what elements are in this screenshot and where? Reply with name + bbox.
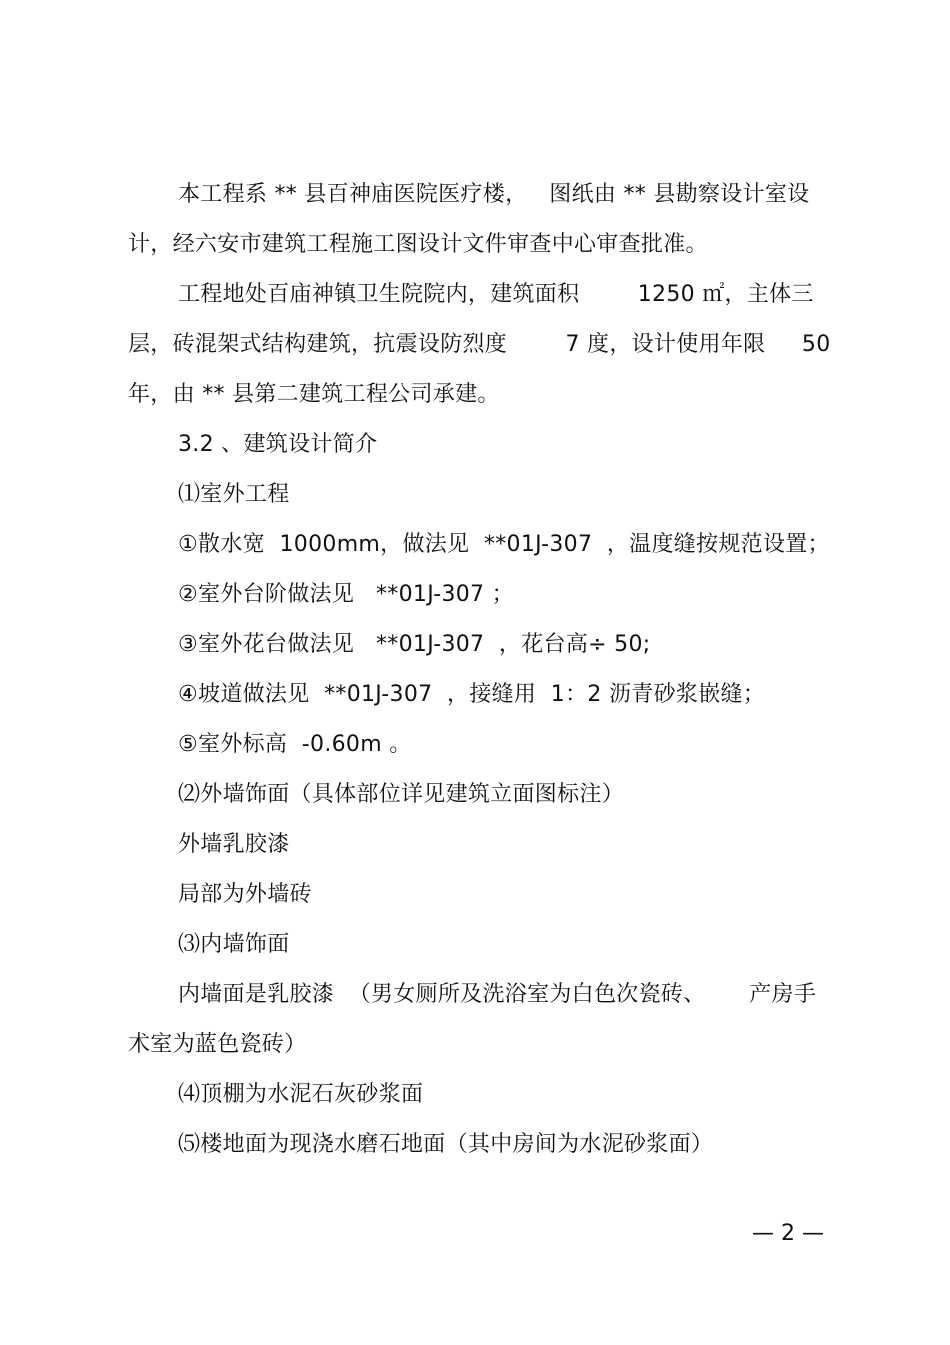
page-number: — 2 — xyxy=(752,1221,824,1246)
paragraph-line: 内墙面是乳胶漆 （男女厕所及洗浴室为白色次瓷砖、 产房手 xyxy=(178,982,817,1007)
subsection-heading: ⑸楼地面为现浇水磨石地面（其中房间为水泥砂浆面） xyxy=(178,1132,714,1157)
paragraph-line: 术室为蓝色瓷砖） xyxy=(128,1032,307,1057)
list-item: ②室外台阶做法见 **01J-307 ； xyxy=(178,582,514,607)
paragraph-line: 本工程系 ** 县百神庙医院医疗楼， 图纸由 ** 县勘察设计室设 xyxy=(178,182,810,207)
paragraph-line: 外墙乳胶漆 xyxy=(178,832,290,857)
paragraph-line: 工程地处百庙神镇卫生院院内，建筑面积 1250 ㎡，主体三 xyxy=(178,282,814,307)
list-item: ⑤室外标高 -0.60m 。 xyxy=(178,732,412,757)
list-item: ①散水宽 1000mm，做法见 **01J-307 ，温度缝按规范设置； xyxy=(178,532,830,557)
section-heading: 3.2 、建筑设计简介 xyxy=(178,432,378,457)
paragraph-line: 年，由 ** 县第二建筑工程公司承建。 xyxy=(128,382,500,407)
subsection-heading: ⑷顶棚为水泥石灰砂浆面 xyxy=(178,1082,424,1107)
subsection-heading: ⑴室外工程 xyxy=(178,482,290,507)
list-item: ③室外花台做法见 **01J-307 ，花台高÷ 50; xyxy=(178,632,651,657)
paragraph-line: 计，经六安市建筑工程施工图设计文件审查中心审查批准。 xyxy=(128,232,708,257)
list-item: ④坡道做法见 **01J-307 ，接缝用 1：2 沥青砂浆嵌缝； xyxy=(178,682,766,707)
subsection-heading: ⑶内墙饰面 xyxy=(178,932,290,957)
paragraph-line: 局部为外墙砖 xyxy=(178,882,312,907)
paragraph-line: 层，砖混架式结构建筑，抗震设防烈度 7 度，设计使用年限 50 xyxy=(128,332,831,357)
subsection-heading: ⑵外墙饰面（具体部位详见建筑立面图标注） xyxy=(178,782,625,807)
